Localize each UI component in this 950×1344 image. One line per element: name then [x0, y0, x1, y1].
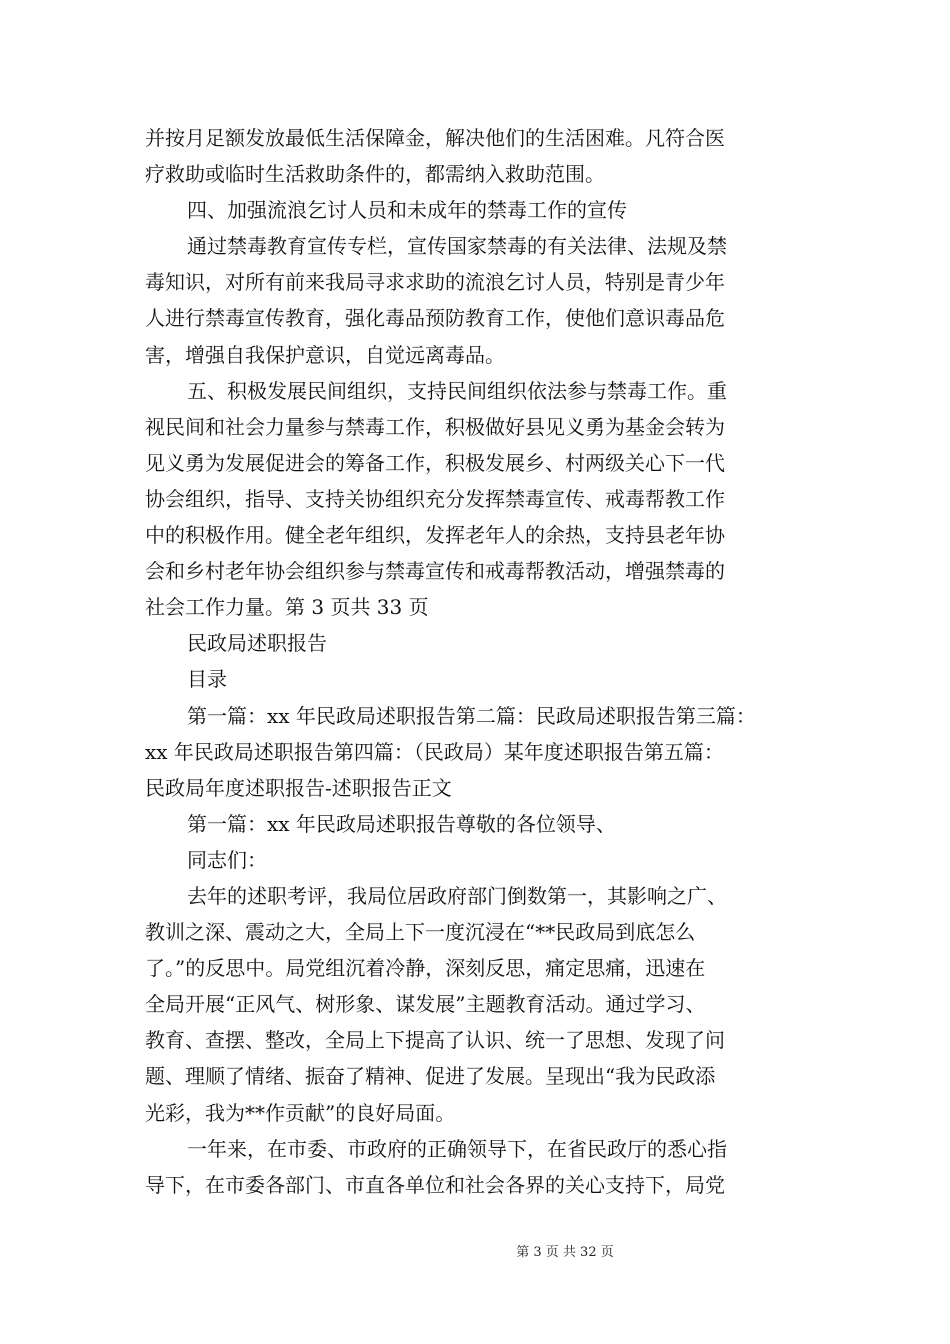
- text-line: 第一篇：xx 年民政局述职报告尊敬的各位领导、: [187, 811, 616, 836]
- text-line: 中的积极作用。健全老年组织，发挥老年人的余热，支持县老年协: [145, 523, 725, 548]
- text-line: 视民间和社会力量参与禁毒工作，积极做好县见义勇为基金会转为: [145, 414, 725, 439]
- document-body: [145, 120, 835, 1203]
- text-line: 同志们：: [187, 847, 267, 872]
- text-line: 害，增强自我保护意识，自觉远离毒品。: [145, 342, 505, 367]
- text-line: 一年来，在市委、市政府的正确领导下，在省民政厅的悉心指: [187, 1136, 727, 1161]
- text-line: 人进行禁毒宣传教育，强化毒品预防教育工作，使他们意识毒品危: [145, 306, 725, 331]
- text-line: 去年的述职考评，我局位居政府部门倒数第一，其影响之广、: [187, 883, 727, 908]
- text-line: 毒知识，对所有前来我局寻求求助的流浪乞讨人员，特别是青少年: [145, 270, 725, 295]
- text-line: 民政局年度述职报告-述职报告正文: [145, 775, 452, 800]
- text-line: 了。”的反思中。局党组沉着冷静，深刻反思，痛定思痛，迅速在: [145, 956, 706, 981]
- text-line: 光彩，我为**作贡献”的良好局面。: [145, 1100, 456, 1125]
- text-line: 题、理顺了情绪、振奋了精神、促进了发展。呈现出“我为民政添: [145, 1064, 716, 1089]
- text-line: 并按月足额发放最低生活保障金，解决他们的生活困难。凡符合医: [145, 126, 725, 150]
- page-footer: 第 3 页 共 32 页: [516, 1245, 614, 1260]
- text-line: 目录: [187, 667, 227, 692]
- text-line: 四、加强流浪乞讨人员和未成年的禁毒工作的宣传: [187, 198, 627, 223]
- text-line: xx 年民政局述职报告第四篇：（民政局）某年度述职报告第五篇：: [145, 739, 724, 764]
- text-line: 全局开展“正风气、树形象、谋发展”主题教育活动。通过学习、: [145, 992, 706, 1017]
- text-line: 第一篇：xx 年民政局述职报告第二篇：民政局述职报告第三篇：: [187, 703, 756, 728]
- text-line: 教训之深、震动之大，全局上下一度沉浸在“**民政局到底怎么: [145, 920, 696, 945]
- text-line: 五、积极发展民间组织，支持民间组织依法参与禁毒工作。重: [187, 378, 727, 403]
- text-line: 协会组织，指导、支持关协组织充分发挥禁毒宣传、戒毒帮教工作: [145, 486, 725, 511]
- text-line: 导下，在市委各部门、市直各单位和社会各界的关心支持下，局党: [145, 1172, 725, 1197]
- text-line: 民政局述职报告: [187, 631, 327, 656]
- text-line: 会和乡村老年协会组织参与禁毒宣传和戒毒帮教活动，增强禁毒的: [145, 559, 725, 584]
- text-line: 社会工作力量。第 3 页共 33 页: [145, 595, 429, 620]
- text-line: 疗救助或临时生活救助条件的，都需纳入救助范围。: [145, 162, 605, 187]
- text-line: 见义勇为发展促进会的筹备工作，积极发展乡、村两级关心下一代: [145, 450, 725, 475]
- text-line: 教育、查摆、整改，全局上下提高了认识、统一了思想、发现了问: [145, 1028, 725, 1053]
- text-line: 通过禁毒教育宣传专栏，宣传国家禁毒的有关法律、法规及禁: [187, 234, 727, 259]
